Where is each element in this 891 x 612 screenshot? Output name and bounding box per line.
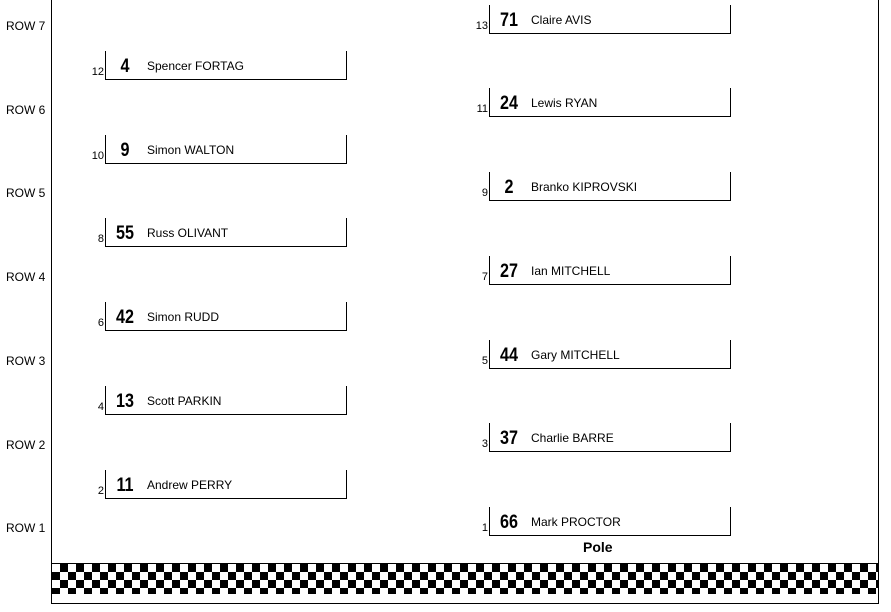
driver-name: Branko KIPROVSKI	[531, 180, 638, 194]
grid-right-border	[878, 0, 879, 604]
driver-name: Mark PROCTOR	[531, 515, 621, 529]
grid-slot	[476, 88, 731, 118]
driver-name: Claire AVIS	[531, 13, 592, 27]
row-label-5: ROW 5	[6, 186, 46, 200]
checkered-flag-strip	[52, 563, 878, 594]
grid-position: 3	[481, 438, 488, 450]
row-label-6: ROW 6	[6, 103, 46, 117]
car-number: 66	[500, 512, 518, 533]
grid-position: 10	[91, 150, 104, 162]
grid-slot-pole	[481, 507, 731, 537]
grid-slot	[91, 135, 347, 165]
car-number: 11	[116, 475, 134, 496]
grid-slot	[475, 5, 731, 35]
row-label-7: ROW 7	[6, 19, 46, 33]
grid-slot	[91, 51, 347, 81]
car-number: 37	[500, 428, 518, 449]
car-number: 42	[116, 307, 134, 328]
grid-left-border	[51, 0, 52, 604]
car-number: 24	[500, 93, 518, 114]
driver-name: Spencer FORTAG	[147, 59, 244, 73]
driver-name: Russ OLIVANT	[147, 226, 229, 240]
row-label-2: ROW 2	[6, 438, 46, 452]
grid-position: 2	[97, 485, 104, 497]
driver-name: Andrew PERRY	[147, 478, 233, 492]
driver-name: Simon RUDD	[147, 310, 220, 324]
driver-name: Simon WALTON	[147, 143, 235, 157]
grid-slot	[481, 172, 731, 202]
grid-slot	[97, 470, 347, 500]
driver-name: Ian MITCHELL	[531, 264, 611, 278]
car-number: 27	[500, 261, 518, 282]
grid-position: 8	[97, 233, 104, 245]
grid-position: 6	[97, 317, 104, 329]
car-number: 71	[500, 10, 518, 31]
driver-name: Charlie BARRE	[531, 431, 614, 445]
grid-position: 4	[97, 401, 104, 413]
grid-position: 9	[481, 187, 488, 199]
grid-slot	[97, 302, 347, 332]
driver-name: Lewis RYAN	[531, 96, 598, 110]
car-number: 13	[116, 391, 134, 412]
grid-position: 1	[481, 522, 488, 534]
car-number: 2	[504, 177, 514, 198]
row-label-4: ROW 4	[6, 270, 46, 284]
grid-slot	[481, 423, 731, 453]
grid-position: 12	[91, 66, 104, 78]
car-number: 4	[120, 56, 130, 77]
row-label-3: ROW 3	[6, 354, 46, 368]
grid-position: 11	[476, 103, 488, 115]
grid-position: 5	[481, 355, 488, 367]
grid-slot	[97, 218, 347, 248]
car-number: 44	[500, 345, 518, 366]
driver-name: Gary MITCHELL	[531, 348, 620, 362]
grid-position: 13	[475, 20, 488, 32]
row-label-1: ROW 1	[6, 521, 46, 535]
car-number: 9	[120, 140, 130, 161]
pole-label: Pole	[583, 539, 613, 555]
grid-slot	[481, 340, 731, 370]
grid-position: 7	[481, 271, 488, 283]
driver-name: Scott PARKIN	[147, 394, 222, 408]
grid-slot	[97, 386, 347, 416]
grid-bottom-border	[51, 603, 879, 604]
grid-slot	[481, 256, 731, 286]
car-number: 55	[116, 223, 134, 244]
